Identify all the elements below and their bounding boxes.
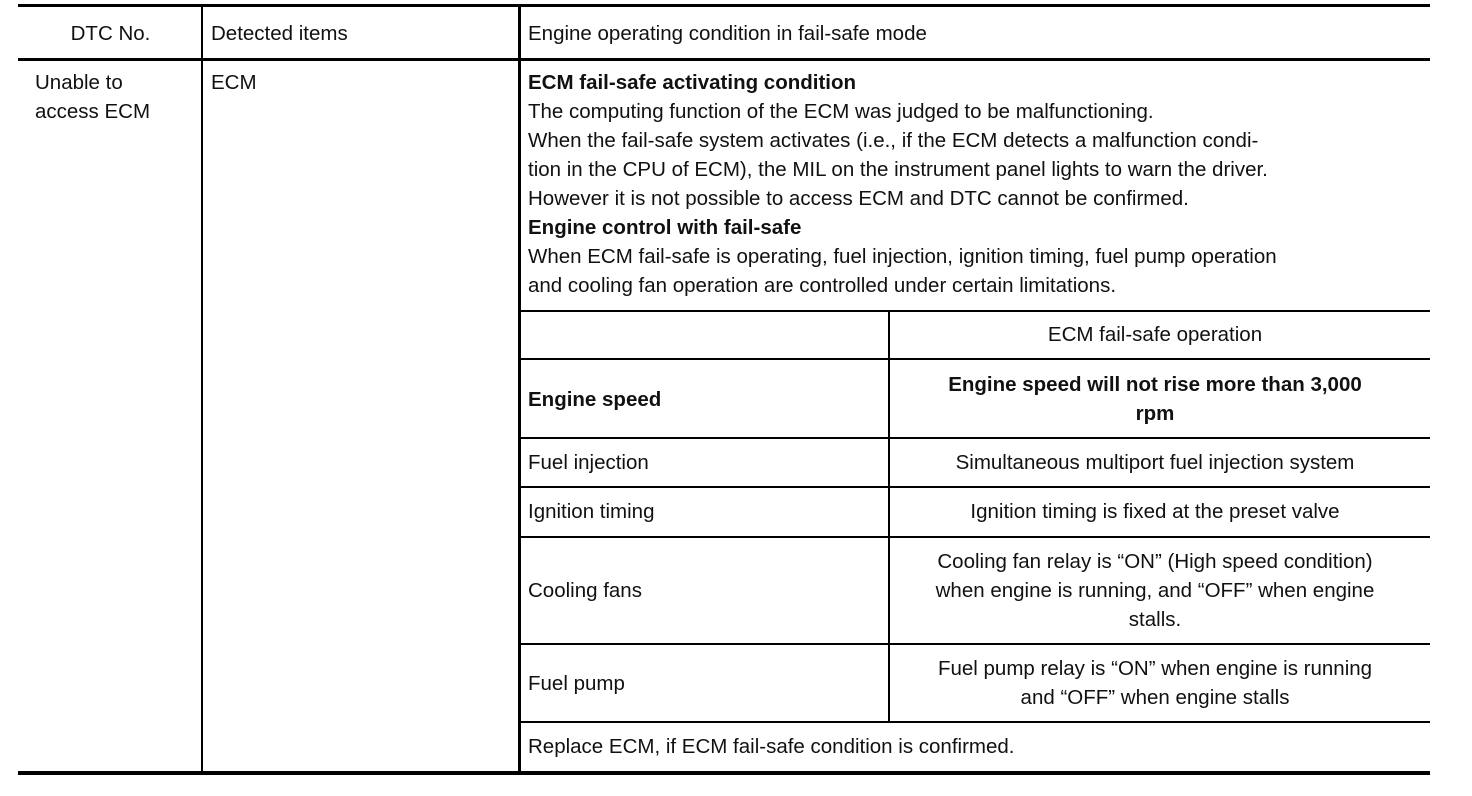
subtable-item-ignition-timing: Ignition timing [528,500,655,523]
header-detected-items: Detected items [211,22,348,45]
engine-control-title: Engine control with fail-safe [528,216,802,239]
dtc-label-line-1: Unable to [35,71,123,94]
subtable-value-fuel-injection: Simultaneous multiport fuel injection system [955,451,1355,474]
column-divider-2 [518,6,521,773]
subtable-bottom-border [520,721,1430,723]
column-divider-1 [201,6,203,773]
activating-line-1: The computing function of the ECM was judged to be malfunctioning. [528,100,1154,123]
header-dtc-no: DTC No. [70,22,151,45]
activating-line-2: When the fail-safe system activates (i.e., if the ECM detects a malfunction condi- [528,129,1259,152]
subtable-row-divider-1 [520,358,1430,360]
detected-item-ecm: ECM [211,71,257,94]
subtable-value-engine-speed-line-1: Engine speed will not rise more than 3,000 [948,373,1362,396]
engine-control-line-1: When ECM fail-safe is operating, fuel injection, ignition timing, fuel pump operation [528,245,1277,268]
header-bottom-border [18,58,1430,61]
dtc-label-line-2: access ECM [35,100,151,123]
subtable-value-cooling-fans-line-2: when engine is running, and “OFF” when engine [935,579,1375,602]
activating-condition-title: ECM fail-safe activating condition [528,71,857,94]
subtable-row-divider-5 [520,643,1430,645]
subtable-item-fuel-pump: Fuel pump [528,672,625,695]
header-engine-condition: Engine operating condition in fail-safe mode [528,22,927,45]
engine-control-line-2: and cooling fan operation are controlled under certain limitations. [528,274,1117,297]
subtable-row-divider-3 [520,486,1430,488]
subtable-item-engine-speed: Engine speed [528,388,662,411]
table-bottom-border [18,771,1430,775]
activating-line-4: However it is not possible to access ECM and DTC cannot be confirmed. [528,187,1189,210]
subtable-header-operation: ECM fail-safe operation [1047,323,1263,346]
subtable-value-cooling-fans-line-1: Cooling fan relay is “ON” (High speed condition) [937,550,1373,573]
table-top-border [18,4,1430,7]
replace-ecm-note: Replace ECM, if ECM fail-safe condition is confirmed. [528,735,1015,758]
subtable-value-engine-speed-line-2: rpm [1135,402,1175,425]
subtable-top-border [520,310,1430,312]
subtable-item-fuel-injection: Fuel injection [528,451,649,474]
subtable-value-fuel-pump-line-2: and “OFF” when engine stalls [1020,686,1290,709]
subtable-row-divider-2 [520,437,1430,439]
subtable-value-cooling-fans-line-3: stalls. [1128,608,1182,631]
subtable-value-fuel-pump-line-1: Fuel pump relay is “ON” when engine is running [937,657,1373,680]
subtable-value-ignition-timing: Ignition timing is fixed at the preset valve [970,500,1340,523]
activating-line-3: tion in the CPU of ECM), the MIL on the instrument panel lights to warn the driver. [528,158,1268,181]
subtable-row-divider-4 [520,536,1430,538]
subtable-item-cooling-fans: Cooling fans [528,579,642,602]
